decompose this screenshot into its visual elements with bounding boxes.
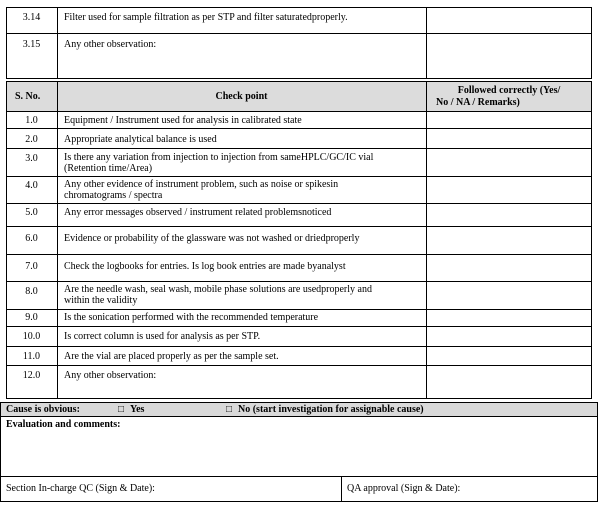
header-followed-line2: No / NA / Remarks) [436,97,520,108]
row-number: 3.15 [22,39,41,50]
yes-checkbox-icon[interactable]: □ [118,404,125,415]
cause-obvious-label: Cause is obvious: [6,404,80,415]
row-rule [6,254,592,255]
top-col-divider-2 [426,7,427,79]
row-text: Any other evidence of instrument problem, such as noise or spikesin [64,179,339,190]
row-rule [6,203,592,204]
row-rule [6,176,592,177]
no-option-label: No (start investigation for assignable cause) [238,404,424,415]
no-checkbox-icon[interactable]: □ [226,404,233,415]
row-number: 1.0 [25,115,38,126]
signature-divider [341,476,342,502]
row-text: Filter used for sample filtration as per STP and filter saturatedproperly. [64,12,348,23]
row-rule [6,309,592,310]
section-incharge-signature[interactable]: Section In-charge QC (Sign & Date): [6,483,155,494]
row-text: Any other observation: [64,39,157,50]
row-text: Are the needle wash, seal wash, mobile phase solutions are usedproperly and [64,284,372,295]
evaluation-label: Evaluation and comments: [6,419,121,430]
row-text: Is the sonication performed with the recommended temperature [64,312,319,323]
row-rule [6,128,592,129]
yes-option-label: Yes [130,404,145,415]
row-text: Is there any variation from injection to injection from sameHPLC/GC/IC vial [64,152,374,163]
row-rule [6,326,592,327]
row-text: Any other observation: [64,370,157,381]
row-text: Equipment / Instrument used for analysis in calibrated state [64,115,302,126]
row-rule [6,346,592,347]
row-text-continued: within the validity [64,295,138,306]
row-number: 4.0 [25,180,38,191]
row-text: Any error messages observed / instrument related problemsnoticed [64,207,332,218]
row-text: Appropriate analytical balance is used [64,134,217,145]
top-row-divider [6,33,592,34]
row-rule [6,281,592,282]
qa-approval-signature[interactable]: QA approval (Sign & Date): [347,483,461,494]
top-col-divider-1 [57,7,58,79]
row-number: 7.0 [25,261,38,272]
row-text: Evidence or probability of the glassware was not washed or driedproperly [64,233,360,244]
row-number: 3.0 [25,153,38,164]
row-text: Is correct column is used for analysis as per STP. [64,331,261,342]
row-number: 12.0 [22,370,41,381]
header-bottom-rule [6,111,592,112]
row-number: 2.0 [25,134,38,145]
row-text: Are the vial are placed properly as per the sample set. [64,351,279,362]
row-rule [6,365,592,366]
header-followed-line1: Followed correctly (Yes/ [457,85,561,96]
header-sno: S. No. [15,91,41,102]
row-number: 9.0 [25,312,38,323]
row-text-continued: chromatograms / spectra [64,190,163,201]
row-number: 6.0 [25,233,38,244]
row-number: 8.0 [25,286,38,297]
row-text: Check the logbooks for entries. Is log book entries are made byanalyst [64,261,346,272]
header-check-point: Check point [215,91,268,102]
row-rule [6,226,592,227]
row-number: 3.14 [22,12,41,23]
row-number: 10.0 [22,331,41,342]
row-number: 5.0 [25,207,38,218]
row-number: 11.0 [22,351,41,362]
row-rule [6,148,592,149]
row-text-continued: (Retention time/Area) [64,163,153,174]
